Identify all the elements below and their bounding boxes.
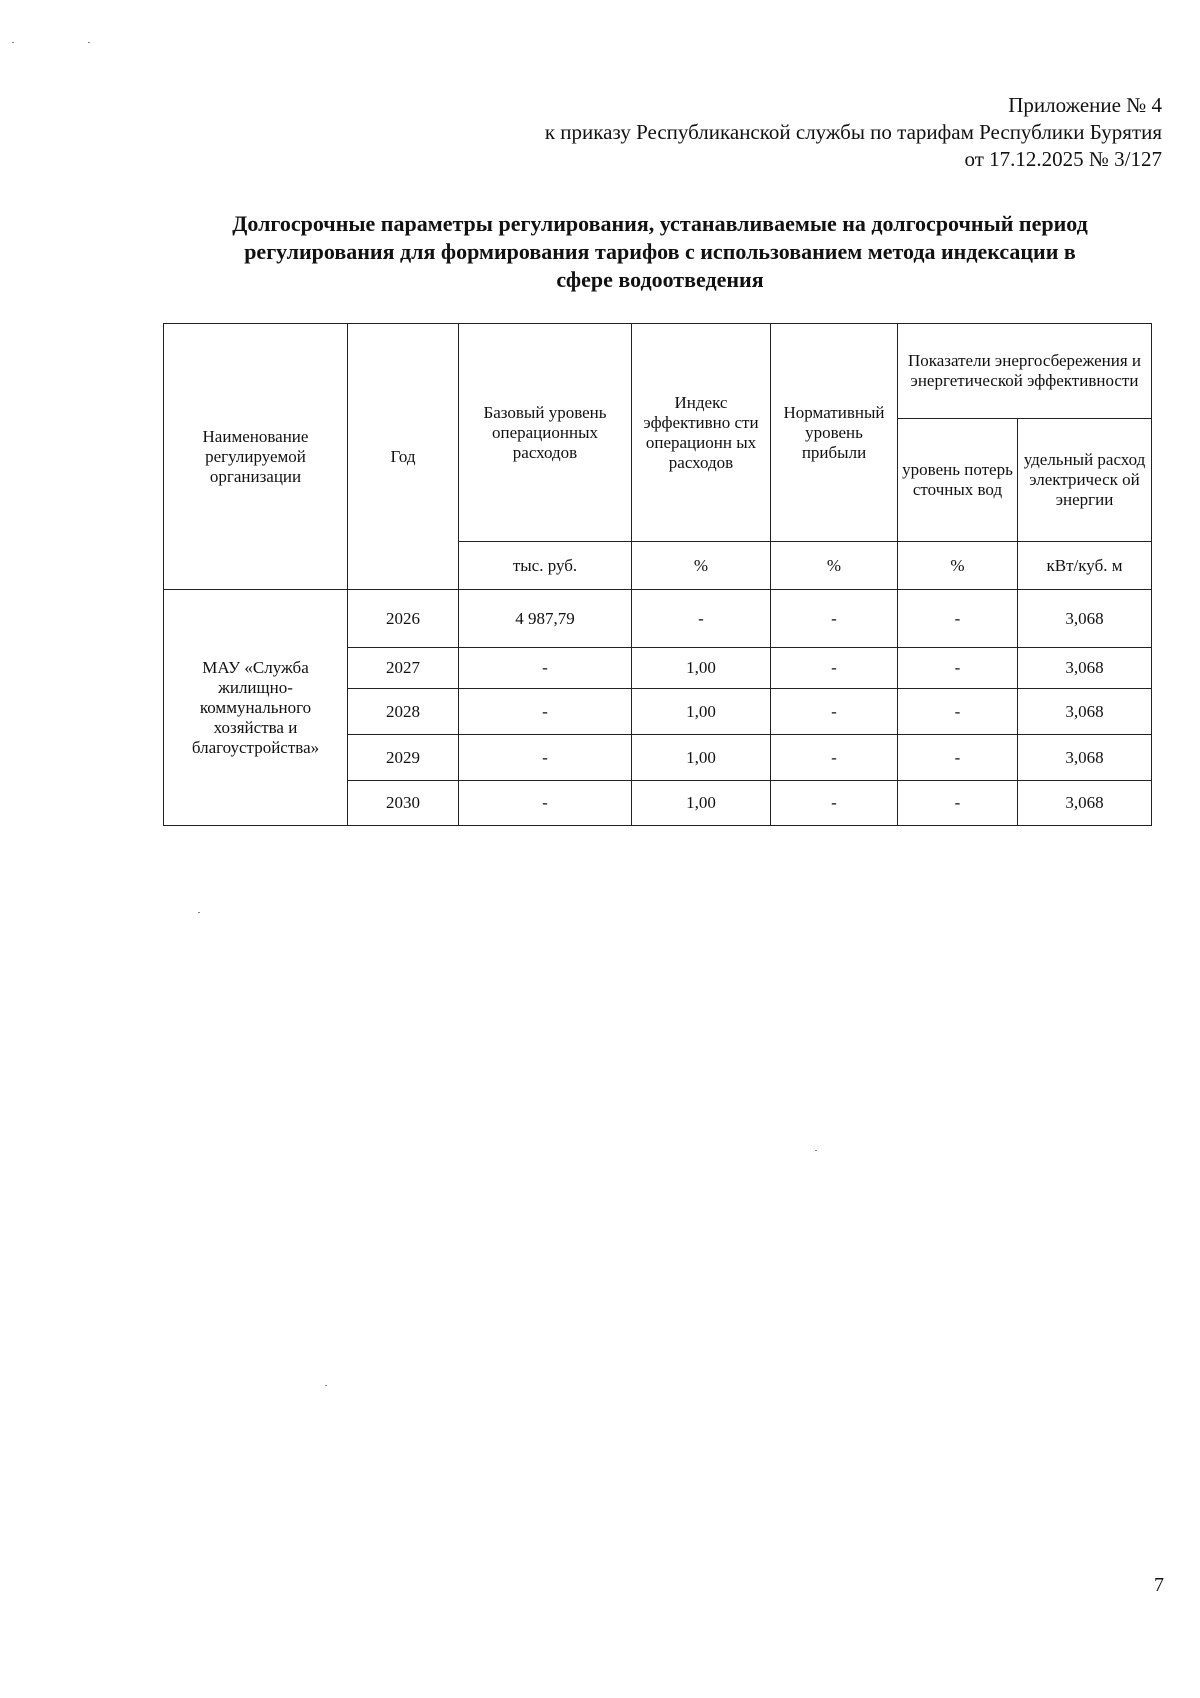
row-year: 2030 xyxy=(348,781,459,826)
scan-speck xyxy=(88,42,90,43)
header-efficiency-index: Индекс эффективно сти операционн ых расходов xyxy=(632,324,771,542)
table-row xyxy=(164,590,1152,648)
row-normative-profit: - xyxy=(771,735,898,781)
scan-speck xyxy=(325,1385,327,1386)
row-wastewater-losses: - xyxy=(898,590,1018,648)
page-number: 7 xyxy=(1154,1574,1164,1596)
scan-speck xyxy=(815,1150,817,1151)
regulation-parameters-table xyxy=(163,323,1152,826)
row-specific-electricity: 3,068 xyxy=(1018,781,1152,826)
row-normative-profit: - xyxy=(771,689,898,735)
order-date-number: от 17.12.2025 № 3/127 xyxy=(964,147,1162,171)
header-normative-profit: Нормативный уровень прибыли xyxy=(771,324,898,542)
scan-speck xyxy=(12,42,14,43)
header-organization: Наименование регулируемой организации xyxy=(164,324,348,590)
unit-specific-electricity: кВт/куб. м xyxy=(1018,542,1152,590)
header-energy-indicators: Показатели энергосбережения и энергетической эффективности xyxy=(898,324,1152,419)
row-normative-profit: - xyxy=(771,781,898,826)
title-line-2: регулирования для формирования тарифов с использованием метода индексации в xyxy=(244,239,1076,264)
row-efficiency-index: 1,00 xyxy=(632,648,771,689)
row-base-opex: 4 987,79 xyxy=(459,590,632,648)
row-base-opex: - xyxy=(459,781,632,826)
row-wastewater-losses: - xyxy=(898,735,1018,781)
title-line-1: Долгосрочные параметры регулирования, устанавливаемые на долгосрочный период xyxy=(232,211,1088,236)
row-wastewater-losses: - xyxy=(898,689,1018,735)
row-normative-profit: - xyxy=(771,590,898,648)
row-efficiency-index: 1,00 xyxy=(632,735,771,781)
order-reference: к приказу Республиканской службы по тарифам Республики Бурятия xyxy=(544,120,1162,144)
row-wastewater-losses: - xyxy=(898,781,1018,826)
row-specific-electricity: 3,068 xyxy=(1018,648,1152,689)
header-wastewater-losses: уровень потерь сточных вод xyxy=(898,419,1018,542)
appendix-number: Приложение № 4 xyxy=(1008,93,1162,117)
row-year: 2026 xyxy=(348,590,459,648)
appendix-header xyxy=(545,92,1162,173)
row-specific-electricity: 3,068 xyxy=(1018,689,1152,735)
organization-name: МАУ «Служба жилищно-коммунального хозяйства и благоустройства» xyxy=(164,590,348,826)
header-year: Год xyxy=(348,324,459,590)
row-year: 2029 xyxy=(348,735,459,781)
header-base-opex: Базовый уровень операционных расходов xyxy=(459,324,632,542)
row-efficiency-index: 1,00 xyxy=(632,781,771,826)
header-specific-electricity: удельный расход электрическ ой энергии xyxy=(1018,419,1152,542)
unit-wastewater-losses: % xyxy=(898,542,1018,590)
unit-base-opex: тыс. руб. xyxy=(459,542,632,590)
row-base-opex: - xyxy=(459,648,632,689)
title-line-3: сфере водоотведения xyxy=(556,267,764,292)
row-efficiency-index: - xyxy=(632,590,771,648)
unit-efficiency-index: % xyxy=(632,542,771,590)
row-base-opex: - xyxy=(459,735,632,781)
row-year: 2028 xyxy=(348,689,459,735)
row-base-opex: - xyxy=(459,689,632,735)
document-title xyxy=(120,210,1200,294)
unit-normative-profit: % xyxy=(771,542,898,590)
row-year: 2027 xyxy=(348,648,459,689)
row-efficiency-index: 1,00 xyxy=(632,689,771,735)
row-wastewater-losses: - xyxy=(898,648,1018,689)
row-specific-electricity: 3,068 xyxy=(1018,590,1152,648)
scan-speck xyxy=(198,912,200,913)
row-specific-electricity: 3,068 xyxy=(1018,735,1152,781)
row-normative-profit: - xyxy=(771,648,898,689)
